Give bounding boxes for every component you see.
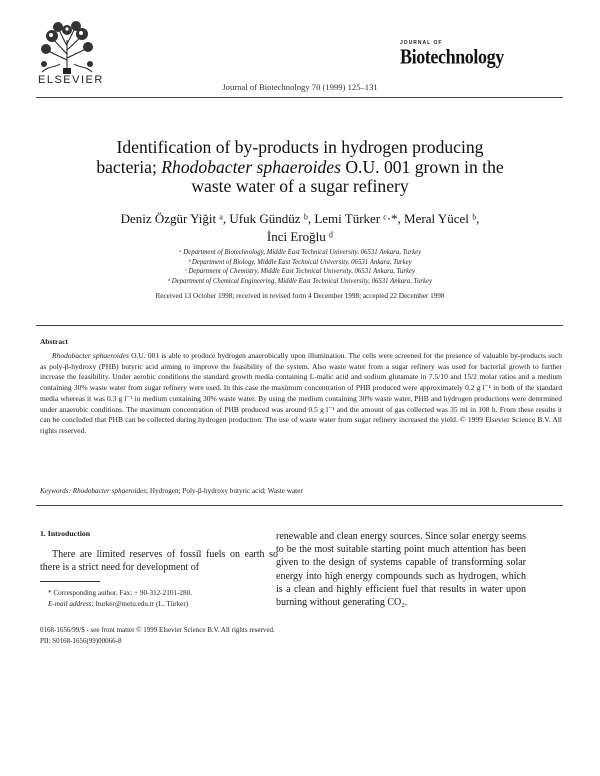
title-line-2a: bacteria; <box>96 156 162 177</box>
journal-logo-small: JOURNAL OF <box>400 40 443 46</box>
footnote-rule <box>40 581 100 582</box>
author-list <box>40 210 560 246</box>
email-value: lturker@metu.edu.tr (L. Türker) <box>93 599 189 608</box>
introduction-heading: 1. Introduction <box>40 529 91 538</box>
abstract-bottom-rule <box>36 505 563 506</box>
abstract-species: Rhodobacter sphaeroides <box>52 351 129 360</box>
affiliation-b: ᵇ Department of Biology, Middle East Technical University, 06531 Ankara, Turkey <box>188 258 412 266</box>
affiliation-d: ᵈ Department of Chemical Engineering, Middle East Technical University, 06531 Ankara, Turkey <box>167 277 433 285</box>
email-label: E-mail address: <box>48 599 94 608</box>
abstract-text: O.U. 001 is able to produce hydrogen anaerobically upon illumination. The cells were screened for the presence of valuable by-products such as poly-β-hydroxy (PHB) butyric acid aiming to improve the feasibility of the system. Also waste water from a sugar refinery was used for bacterial growth to further increase the feasibility. Under aerobic conditions the standard growth media containing L-malic acid and sodium glutamate in 7.5/10 and 15/2 molar ratios and a medium containing 30% waste water from sugar refinery were used. In this case the maximum concentration of PHB produced were approximately 0.2 g l⁻¹ in both of the standard media whereas it was 0.3 g l⁻¹ in medium containing 30% waste water. By using the medium containing 30% waste water, PHB and hydrogen productions were determined under anaerobic conditions. The maximum concentration of PHB produced was around 0.5 g l⁻¹ and the amount of gas collected was 35 ml in 108 h. From these results it can be concluded that PHB can be collected during hydrogen production. The use of waste water from sugar refinery increased the yield. © 1999 Elsevier Science B.V. All rights reserved. <box>40 351 562 435</box>
title-species: Rhodobacter sphaeroides <box>161 156 341 177</box>
header-rule <box>36 97 563 98</box>
introduction-left-column: There are limited reserves of fossil fuels on earth so there is a strict need for development of <box>40 549 278 574</box>
abstract-top-rule <box>36 325 563 326</box>
front-matter <box>40 625 440 646</box>
issn-line: 0168-1656/99/$ - see front matter © 1999 Elsevier Science B.V. All rights reserved. <box>40 626 275 634</box>
elsevier-logo <box>36 20 104 88</box>
keywords-label: Keywords: <box>40 487 73 495</box>
publisher-name: ELSEVIER <box>38 74 104 86</box>
title-line-2b: O.U. 001 grown in the <box>340 156 504 177</box>
authors-line-2: İnci Eroğlu ᵈ <box>266 229 334 244</box>
affiliations <box>40 248 560 286</box>
affiliation-a: ᵃ Department of Biotechnology, Middle East Technical University, 06531 Ankara, Turkey <box>178 249 422 256</box>
abstract-heading: Abstract <box>40 337 68 346</box>
authors-line-1: Deniz Özgür Yiğit ᵃ, Ufuk Gündüz ᵇ, Lemi Türker ᶜ·*, Meral Yücel ᵇ, <box>120 211 480 226</box>
journal-citation: Journal of Biotechnology 70 (1999) 125–131 <box>222 82 378 92</box>
paper-title <box>60 138 540 197</box>
title-line-1: Identification of by-products in hydrogen producing <box>116 137 484 157</box>
received-dates: Received 13 October 1998; received in revised form 4 December 1998; accepted 22 December 1998 <box>155 292 445 300</box>
introduction-right-column: renewable and clean energy sources. Since solar energy seems to be the most suitable starting point much attention has been given to the design of systems capable of transforming solar energy into high energy compounds such as hydrogen, which is a clean and highly efficient fuel that results in water upon burning without generating CO₂. <box>276 531 526 609</box>
journal-logo-big: Biotechnology <box>400 45 504 68</box>
keywords <box>40 487 562 495</box>
elsevier-tree-icon <box>36 20 98 75</box>
abstract-body <box>40 351 562 437</box>
affiliation-c: ᶜ Department of Chemistry, Middle East Technical University, 06531 Ankara, Turkey <box>184 268 416 275</box>
pii-line: PII: S0168-1656(99)00066-8 <box>40 636 122 645</box>
keywords-species: Rhodobacter sphaeroides <box>72 487 147 495</box>
keywords-rest: ; Hydrogen; Poly-β-hydroxy butyric acid; Waste water <box>146 487 303 495</box>
footnote <box>40 588 278 609</box>
journal-logo <box>400 40 504 80</box>
corresponding-author: * Corresponding author. Fax: + 90-312-2101-280. <box>48 589 192 597</box>
title-line-3: waste water of a sugar refinery <box>191 176 409 196</box>
